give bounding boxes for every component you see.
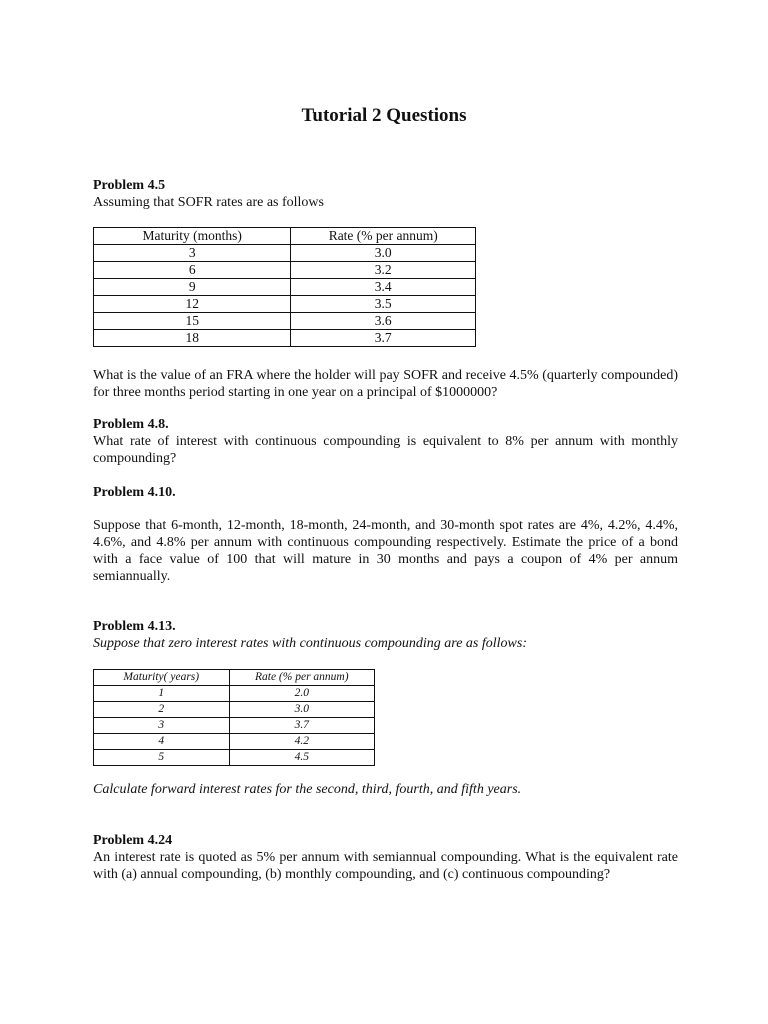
table-cell: 6 (94, 262, 291, 279)
table-cell: 3.0 (291, 245, 476, 262)
table-cell: 3.7 (291, 330, 476, 347)
table-row (94, 279, 476, 296)
problem-4-24 (93, 832, 678, 883)
table-cell: 3.4 (291, 279, 476, 296)
problem-4-24-question: An interest rate is quoted as 5% per annum with semiannual compounding. What is the equivalent rate with (a) annual compounding, (b) monthly compounding, and (c) continuous compounding? (93, 850, 678, 882)
table-cell: 18 (94, 330, 291, 347)
problem-4-10-header (93, 484, 678, 501)
table-header-cell: Maturity( years) (94, 670, 230, 686)
table-cell: 4.2 (229, 734, 374, 750)
problem-4-5-intro: Assuming that SOFR rates are as follows (93, 195, 324, 210)
problem-4-8-question: What rate of interest with continuous compounding is equivalent to 8% per annum with monthly compounding? (93, 434, 678, 466)
table-cell: 4.5 (229, 750, 374, 766)
problem-4-10-question: Suppose that 6-month, 12-month, 18-month, 24-month, and 30-month spot rates are 4%, 4.2%, 4.4%, 4.6%, and 4.8% per annum with continuous compounding respectively. Estimate the price of a bond with a face value of 100 that will mature in 30 months and pays a coupon of 4% per annum semiannually. (93, 518, 678, 584)
problem-4-13-question: Calculate forward interest rates for the second, third, fourth, and fifth years. (93, 782, 522, 797)
table-cell: 1 (94, 686, 230, 702)
table-cell: 5 (94, 750, 230, 766)
table-cell: 15 (94, 313, 291, 330)
table-cell: 3.6 (291, 313, 476, 330)
table-cell: 3.2 (291, 262, 476, 279)
sofr-rates-table (93, 227, 476, 347)
table-cell: 2 (94, 702, 230, 718)
zero-rates-table (93, 669, 375, 766)
table-row (94, 750, 375, 766)
table-row (94, 718, 375, 734)
table-row (94, 734, 375, 750)
problem-4-5-heading: Problem 4.5 (93, 178, 166, 193)
table-row (94, 702, 375, 718)
table-header-row (94, 228, 476, 245)
table-row (94, 245, 476, 262)
table-row (94, 262, 476, 279)
table-row (94, 686, 375, 702)
table-row (94, 330, 476, 347)
problem-4-10-heading: Problem 4.10. (93, 485, 176, 500)
problem-4-5-header (93, 177, 678, 211)
table-cell: 3.5 (291, 296, 476, 313)
table-header-cell: Maturity (months) (94, 228, 291, 245)
problem-4-5-question: What is the value of an FRA where the holder will pay SOFR and receive 4.5% (quarterly compounded) for three months period starting in one year on a principal of $1000000? (93, 368, 678, 400)
table-cell: 3 (94, 718, 230, 734)
problem-4-8-heading: Problem 4.8. (93, 417, 169, 432)
table-cell: 2.0 (229, 686, 374, 702)
problem-4-24-heading: Problem 4.24 (93, 833, 173, 848)
table-row (94, 313, 476, 330)
table-header-cell: Rate (% per annum) (291, 228, 476, 245)
problem-4-13-header (93, 618, 678, 652)
table-cell: 3.0 (229, 702, 374, 718)
table-header-row (94, 670, 375, 686)
page-title: Tutorial 2 Questions (301, 105, 467, 126)
table-cell: 4 (94, 734, 230, 750)
problem-4-13-heading: Problem 4.13. (93, 619, 176, 634)
problem-4-13-intro: Suppose that zero interest rates with continuous compounding are as follows: (93, 636, 527, 651)
table-cell: 12 (94, 296, 291, 313)
table-cell: 9 (94, 279, 291, 296)
problem-4-8 (93, 416, 678, 467)
table-cell: 3.7 (229, 718, 374, 734)
table-row (94, 296, 476, 313)
table-header-cell: Rate (% per annum) (229, 670, 374, 686)
table-cell: 3 (94, 245, 291, 262)
